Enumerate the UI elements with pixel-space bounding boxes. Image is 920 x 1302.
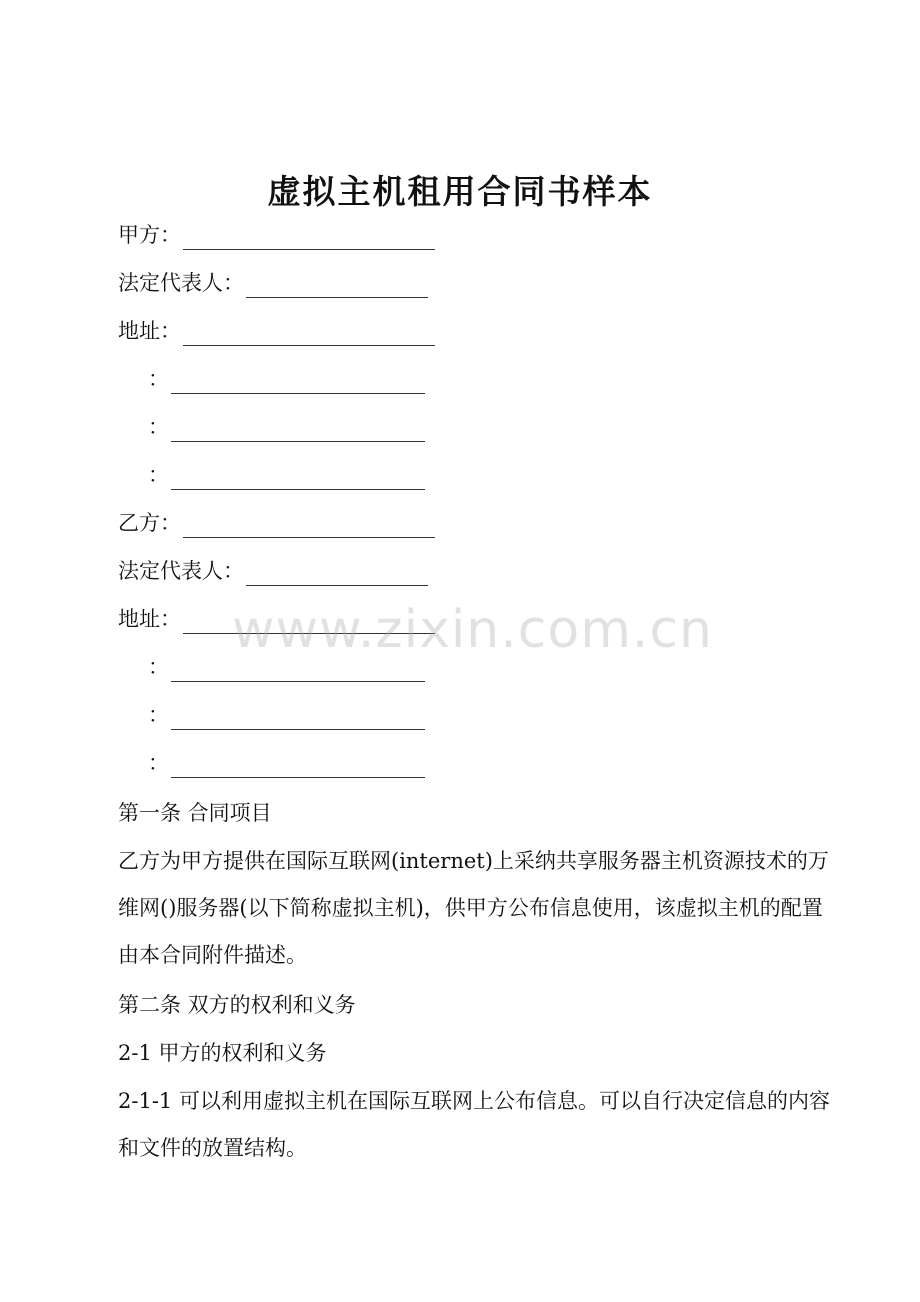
party-b-extra-field-3	[148, 748, 425, 778]
party-a-address-blank[interactable]	[183, 321, 435, 346]
site-watermark: www.zixin.com.cn	[232, 600, 713, 660]
party-a-rep-label: 法定代表人：	[118, 271, 244, 295]
party-a-extra-field-2	[148, 412, 425, 442]
party-b-extra-blank-1[interactable]	[171, 657, 425, 682]
party-a-name-field	[118, 220, 435, 250]
party-b-extra-label-2: ：	[148, 703, 169, 727]
section-2-heading: 第二条 双方的权利和义务	[118, 993, 356, 1017]
party-b-extra-blank-2[interactable]	[171, 705, 425, 730]
party-a-extra-blank-2[interactable]	[171, 417, 425, 442]
party-b-name-label: 乙方：	[118, 511, 181, 535]
party-a-name-blank[interactable]	[183, 225, 435, 250]
party-b-name-blank[interactable]	[183, 513, 435, 538]
party-a-extra-label-1: ：	[148, 367, 169, 391]
party-a-extra-blank-1[interactable]	[171, 369, 425, 394]
section-1-heading: 第一条 合同项目	[118, 801, 272, 825]
party-b-address-label: 地址：	[118, 607, 181, 631]
party-b-rep-blank[interactable]	[246, 561, 428, 586]
party-a-address-field	[118, 316, 435, 346]
party-a-address-label: 地址：	[118, 319, 181, 343]
party-a-extra-label-3: ：	[148, 463, 169, 487]
party-b-rep-label: 法定代表人：	[118, 559, 244, 583]
section-1-body: 乙方为甲方提供在国际互联网(internet)上采纳共享服务器主机资源技术的万维网()服务器(以下简称虚拟主机)，供甲方公布信息使用，该虚拟主机的配置由本合同附件描述。	[118, 849, 829, 967]
party-a-rep-field	[118, 268, 428, 298]
party-a-extra-field-3	[148, 460, 425, 490]
party-b-extra-label-1: ：	[148, 655, 169, 679]
section-2-1-heading: 2-1 甲方的权利和义务	[118, 1041, 327, 1065]
party-b-extra-field-2	[148, 700, 425, 730]
party-a-rep-blank[interactable]	[246, 273, 428, 298]
party-b-extra-label-3: ：	[148, 751, 169, 775]
document-title: 虚拟主机租用合同书样本	[267, 172, 653, 211]
section-2-1-1-body: 2-1-1 可以利用虚拟主机在国际互联网上公布信息。可以自行决定信息的内容和文件的放置结构。	[118, 1089, 830, 1160]
party-a-name-label: 甲方：	[118, 223, 181, 247]
party-a-extra-field-1	[148, 364, 425, 394]
party-a-extra-label-2: ：	[148, 415, 169, 439]
party-a-extra-blank-3[interactable]	[171, 465, 425, 490]
party-b-name-field	[118, 508, 435, 538]
party-b-extra-blank-3[interactable]	[171, 753, 425, 778]
party-b-rep-field	[118, 556, 428, 586]
